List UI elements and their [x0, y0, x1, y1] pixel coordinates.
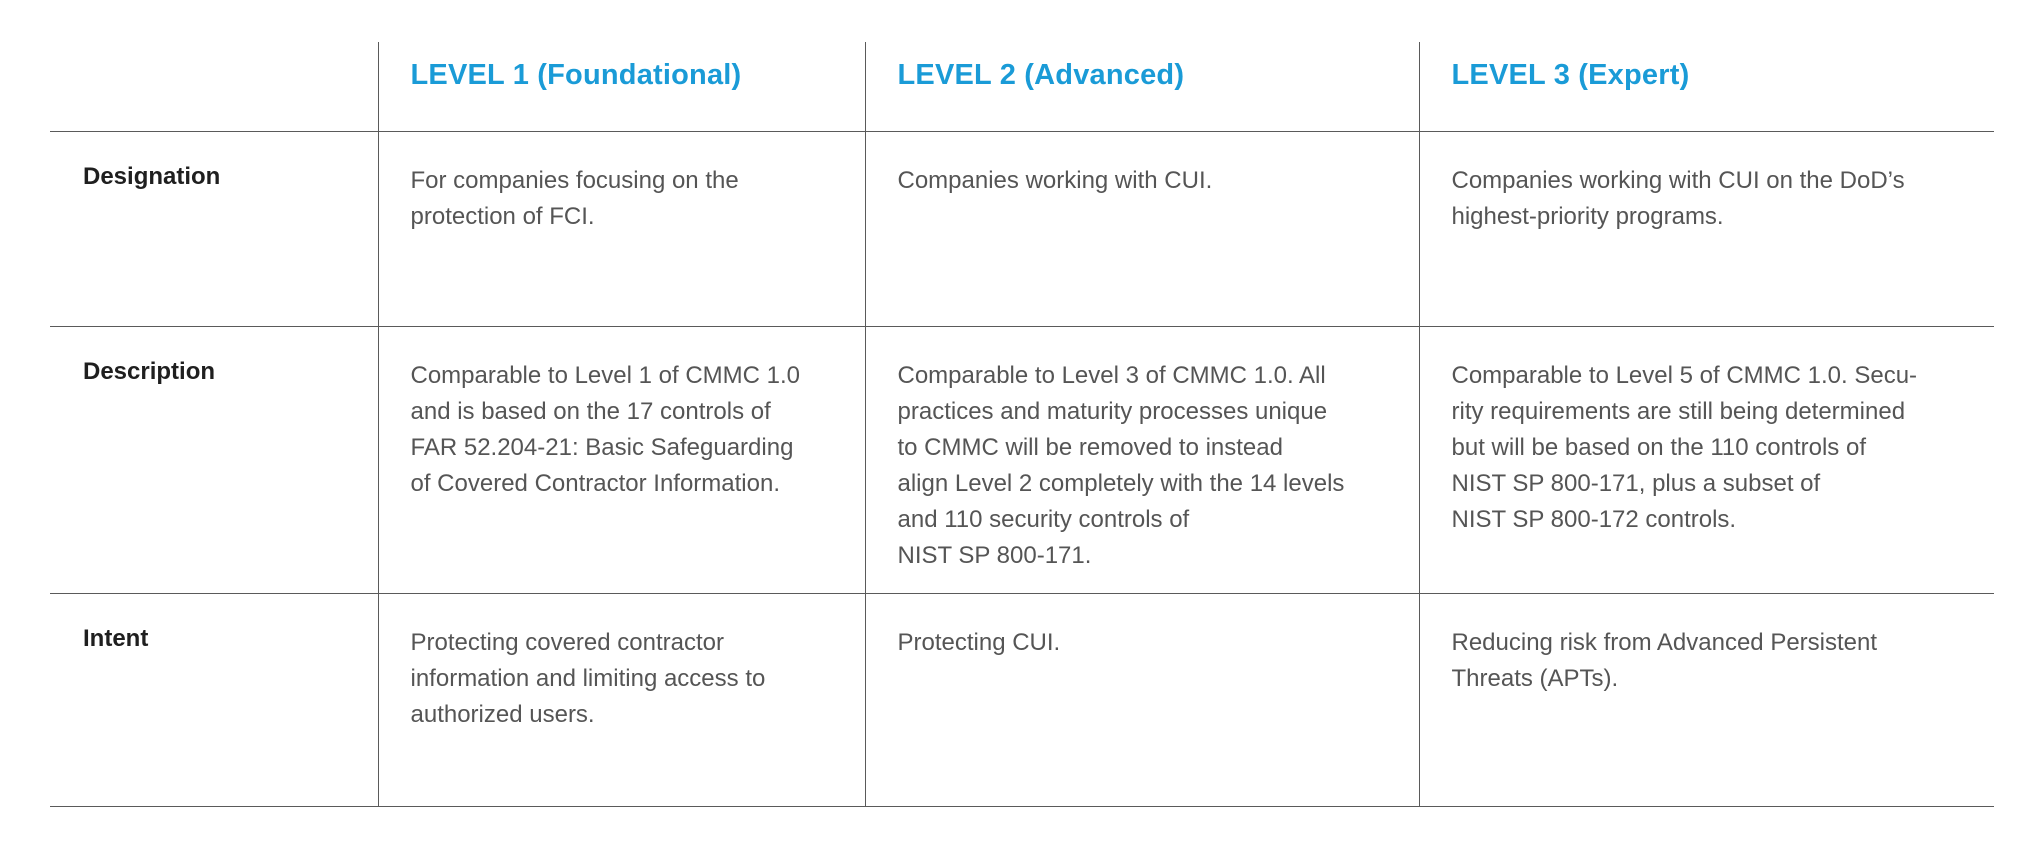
header-level-1-title: LEVEL 1 (Foundational) — [410, 59, 742, 91]
header-empty-cell — [50, 42, 378, 132]
header-level-1 — [378, 42, 865, 132]
cmmc-levels-table-container — [50, 42, 1994, 807]
description-level-1-text: Comparable to Level 1 of CMMC 1.0 and is based on the 17 controls of FAR 52.204-21: Basic Safeguarding of Covered Contractor Information. — [410, 362, 801, 497]
table-cell — [378, 594, 865, 807]
header-level-2-title: LEVEL 2 (Advanced) — [897, 59, 1185, 91]
intent-level-3-text: Reducing risk from Advanced Persistent Threats (APTs). — [1451, 629, 1878, 692]
row-label-designation: Designation — [83, 163, 221, 190]
table-cell — [378, 132, 865, 327]
table-row-designation — [50, 132, 1994, 327]
description-level-3-text: Comparable to Level 5 of CMMC 1.0. Secu- rity requirements are still being determined but will be based on the 110 controls of NIST SP 800-171, plus a subset of NIST SP 800-172 controls. — [1451, 362, 1918, 533]
table-header-row — [50, 42, 1994, 132]
header-level-3 — [1419, 42, 1994, 132]
designation-level-2-text: Companies working with CUI. — [897, 167, 1213, 194]
table-cell — [1419, 327, 1994, 594]
intent-level-2-text: Protecting CUI. — [897, 629, 1061, 656]
designation-level-1-text: For companies focusing on the protection of FCI. — [410, 167, 739, 230]
header-level-3-title: LEVEL 3 (Expert) — [1451, 59, 1690, 91]
table-cell — [865, 132, 1419, 327]
designation-level-3-text: Companies working with CUI on the DoD’s highest-priority programs. — [1451, 167, 1905, 230]
table-row-description — [50, 327, 1994, 594]
row-label-cell — [50, 132, 378, 327]
cmmc-levels-table — [50, 42, 1994, 807]
row-label-intent: Intent — [83, 625, 149, 652]
row-label-cell — [50, 327, 378, 594]
table-row-intent — [50, 594, 1994, 807]
table-cell — [1419, 132, 1994, 327]
table-cell — [865, 327, 1419, 594]
row-label-description: Description — [83, 358, 216, 385]
row-label-cell — [50, 594, 378, 807]
table-cell — [865, 594, 1419, 807]
intent-level-1-text: Protecting covered contractor information and limiting access to authorized users. — [410, 629, 766, 728]
table-cell — [1419, 594, 1994, 807]
table-cell — [378, 327, 865, 594]
description-level-2-text: Comparable to Level 3 of CMMC 1.0. All practices and maturity processes unique to CMMC will be removed to instead align Level 2 completely with the 14 levels and 110 security controls of NIST SP 800-171. — [897, 362, 1345, 569]
header-level-2 — [865, 42, 1419, 132]
